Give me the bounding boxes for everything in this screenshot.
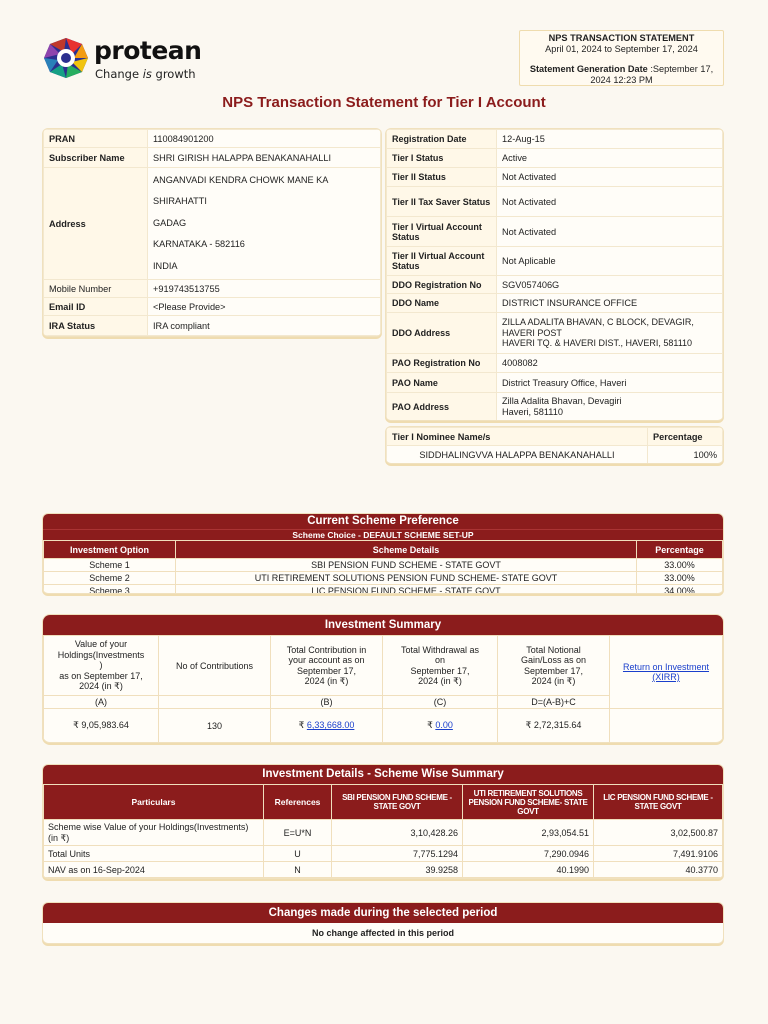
mobile-value: +919743513755 — [148, 280, 381, 298]
ddo-registration-value: SGV057406G — [497, 276, 723, 294]
scheme-wise-summary-title: Investment Details - Scheme Wise Summary — [43, 765, 723, 784]
nominee-name: SIDDHALINGVVA HALAPPA BENAKANAHALLI — [387, 446, 648, 465]
pao-registration-label: PAO Registration No — [387, 354, 497, 373]
holdings-value: ₹ 9,05,983.64 — [44, 709, 159, 743]
table-row: Scheme 1 SBI PENSION FUND SCHEME - STATE GOVT 33.00% — [44, 559, 723, 572]
scheme-wise-summary-card — [42, 764, 724, 879]
mobile-label: Mobile Number — [44, 280, 148, 298]
investment-option-header: Investment Option — [44, 541, 176, 559]
registration-date-value: 12-Aug-15 — [497, 130, 723, 149]
pao-name-label: PAO Name — [387, 373, 497, 393]
notional-gain-header: Total Notional Gain/Loss as on September 17, 2024 (in ₹) — [498, 636, 610, 696]
email-label: Email ID — [44, 298, 148, 316]
xirr-link[interactable]: Return on Investment (XIRR) — [610, 636, 723, 709]
email-value: <Please Provide> — [148, 298, 381, 316]
investment-summary-card — [42, 614, 724, 743]
registration-date-label: Registration Date — [387, 130, 497, 149]
uti-fund-header: UTI RETIREMENT SOLUTIONS PENSION FUND SCHEME- STATE GOVT — [463, 785, 594, 820]
tier1-status-label: Tier I Status — [387, 149, 497, 168]
tier1-status-value: Active — [497, 149, 723, 168]
table-row: Scheme wise Value of your Holdings(Investments) (in ₹) E=U*N 3,10,428.26 2,93,054.51 3,02,500.87 — [44, 820, 723, 846]
nominee-name-header: Tier I Nominee Name/s — [387, 428, 648, 446]
protean-logo — [42, 34, 217, 84]
statement-title: NPS TRANSACTION STATEMENT — [548, 33, 695, 43]
protean-emblem-icon — [42, 36, 90, 80]
code-c: (C) — [383, 696, 498, 709]
statement-period: April 01, 2024 to September 17, 2024 — [545, 43, 698, 54]
ddo-address-value: ZILLA ADALITA BHAVAN, C BLOCK, DEVAGIR, HAVERI POST HAVERI TQ. & HAVERI DIST., HAVERI, 581110 — [497, 313, 723, 354]
subscriber-name-value: SHRI GIRISH HALAPPA BENAKANAHALLI — [148, 148, 381, 168]
lic-fund-header: LIC PENSION FUND SCHEME - STATE GOVT — [594, 785, 723, 820]
statement-info-box — [519, 30, 724, 86]
ddo-registration-label: DDO Registration No — [387, 276, 497, 294]
total-contribution-header: Total Contribution in your account as on September 17, 2024 (in ₹) — [271, 636, 383, 696]
changes-text: No change affected in this period — [311, 928, 455, 938]
tier2-tax-saver-label: Tier II Tax Saver Status — [387, 187, 497, 217]
address-label: Address — [44, 168, 148, 280]
pran-value: 110084901200 — [148, 130, 381, 148]
contributions-count-header: No of Contributions — [159, 636, 271, 696]
notional-gain-value: ₹ 2,72,315.64 — [498, 709, 610, 743]
ira-status-label: IRA Status — [44, 316, 148, 336]
ddo-name-label: DDO Name — [387, 294, 497, 313]
percentage-header: Percentage — [637, 541, 723, 559]
statement-generation-time: 2024 12:23 PM — [590, 74, 653, 85]
table-row: Scheme 2 UTI RETIREMENT SOLUTIONS PENSION FUND SCHEME- STATE GOVT 33.00% — [44, 572, 723, 585]
contributions-count: 130 — [159, 709, 271, 743]
total-contribution-value: ₹ 6,33,668.00 — [271, 709, 383, 743]
investment-summary-title: Investment Summary — [43, 615, 723, 635]
references-header: References — [264, 785, 332, 820]
tier2-status-label: Tier II Status — [387, 168, 497, 187]
subscriber-details-card — [42, 128, 382, 337]
nominee-percentage: 100% — [648, 446, 723, 465]
tier2-tax-saver-value: Not Activated — [497, 187, 723, 217]
statement-generation-date: Statement Generation Date :September 17, — [529, 64, 714, 74]
registration-details-card — [385, 128, 724, 421]
pao-name-value: District Treasury Office, Haveri — [497, 373, 723, 393]
scheme-preference-card — [42, 513, 724, 594]
brand-tagline: Change is growth — [95, 67, 196, 81]
total-contribution-link[interactable]: 6,33,668.00 — [306, 720, 355, 730]
pao-address-label: PAO Address — [387, 393, 497, 422]
holdings-value-header: Value of your Holdings(Investments ) as on September 17, 2024 (in ₹) — [44, 636, 159, 696]
pran-label: PRAN — [44, 130, 148, 148]
table-row: NAV as on 16-Sep-2024 N 39.9258 40.1990 40.3770 — [44, 862, 723, 878]
code-blank — [159, 696, 271, 709]
code-b: (B) — [271, 696, 383, 709]
subscriber-name-label: Subscriber Name — [44, 148, 148, 168]
ddo-address-label: DDO Address — [387, 313, 497, 354]
tier2-virtual-label: Tier II Virtual Account Status — [387, 247, 497, 276]
xirr-value — [610, 709, 723, 743]
pao-registration-value: 4008082 — [497, 354, 723, 373]
changes-card — [42, 902, 724, 944]
ddo-name-value: DISTRICT INSURANCE OFFICE — [497, 294, 723, 313]
code-a: (A) — [44, 696, 159, 709]
ira-status-value: IRA compliant — [148, 316, 381, 336]
table-row: Scheme 3 LIC PENSION FUND SCHEME - STATE GOVT 34.00% — [44, 585, 723, 595]
total-withdrawal-link[interactable]: 0.00 — [435, 720, 453, 730]
particulars-header: Particulars — [44, 785, 264, 820]
scheme-choice-subtitle: Scheme Choice - DEFAULT SCHEME SET-UP — [43, 529, 723, 540]
tier1-virtual-value: Not Activated — [497, 217, 723, 247]
tier2-status-value: Not Activated — [497, 168, 723, 187]
address-value: ANGANVADI KENDRA CHOWK MANE KA SHIRAHATTI GADAG KARNATAKA - 582116 INDIA — [148, 168, 381, 280]
table-row: Total Units U 7,775.1294 7,290.0946 7,491.9106 — [44, 846, 723, 862]
total-withdrawal-header: Total Withdrawal as on September 17, 2024 (in ₹) — [383, 636, 498, 696]
scheme-preference-title: Current Scheme Preference — [43, 514, 723, 529]
tier1-virtual-label: Tier I Virtual Account Status — [387, 217, 497, 247]
code-d: D=(A-B)+C — [498, 696, 610, 709]
nominee-percentage-header: Percentage — [648, 428, 723, 446]
brand-name: protean — [94, 36, 202, 65]
sbi-fund-header: SBI PENSION FUND SCHEME - STATE GOVT — [332, 785, 463, 820]
pao-address-value: Zilla Adalita Bhavan, Devagiri Haveri, 581110 — [497, 393, 723, 422]
total-withdrawal-value: ₹ 0.00 — [383, 709, 498, 743]
tier2-virtual-value: Not Aplicable — [497, 247, 723, 276]
nominee-card — [385, 426, 724, 464]
scheme-details-header: Scheme Details — [176, 541, 637, 559]
changes-title: Changes made during the selected period — [43, 903, 723, 923]
page-title: NPS Transaction Statement for Tier I Account — [222, 94, 546, 111]
